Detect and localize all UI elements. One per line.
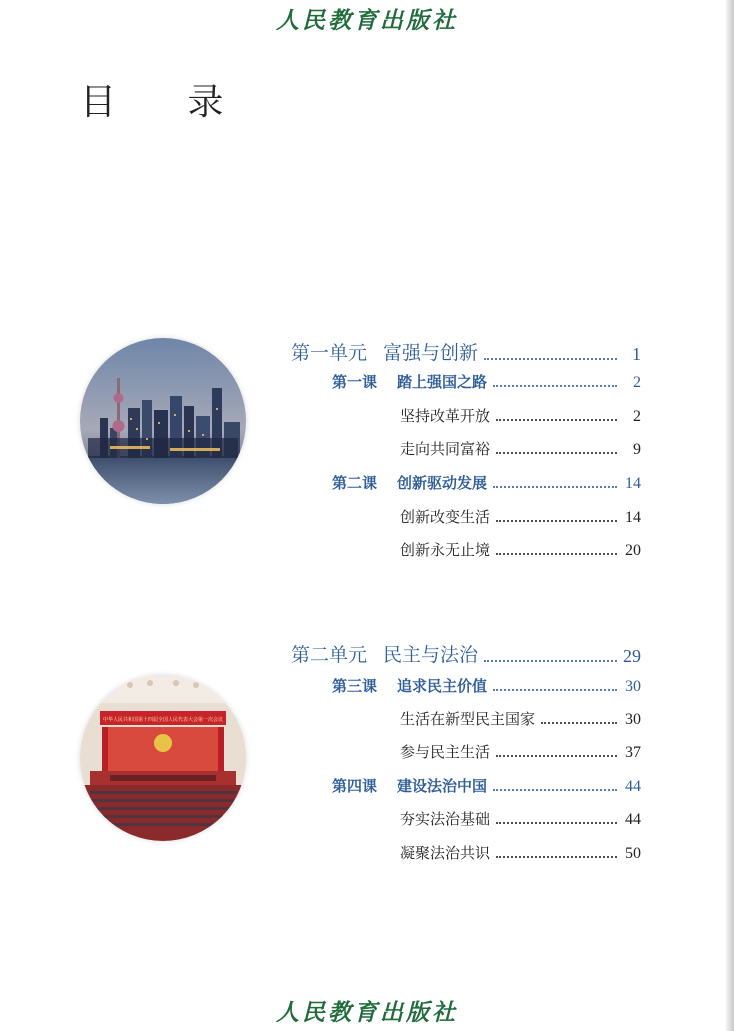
leader-dots (496, 822, 617, 824)
leader-dots (496, 856, 617, 858)
section-title: 生活在新型民主国家 (400, 710, 536, 728)
toc-section-row[interactable] (400, 405, 641, 426)
leader-dots (484, 358, 617, 360)
toc-section-row[interactable] (400, 708, 641, 729)
leader-dots (496, 452, 617, 454)
leader-dots (496, 553, 617, 555)
page-number: 37 (625, 744, 641, 761)
toc-lesson-row[interactable] (332, 775, 641, 796)
toc-unit-row[interactable] (291, 338, 641, 365)
leader-dots (496, 755, 617, 757)
publisher-footer: 人民教育出版社 (276, 999, 458, 1026)
page-number: 14 (625, 475, 641, 492)
leader-dots (541, 722, 617, 724)
page-number: 30 (625, 711, 641, 728)
page-number: 1 (632, 344, 641, 364)
lesson-number: 第二课 (332, 474, 378, 492)
lesson-title: 创新驱动发展 (397, 474, 488, 492)
great-hall-session-photo (80, 675, 246, 841)
section-title: 走向共同富裕 (400, 440, 491, 458)
city-skyline-photo (80, 338, 246, 504)
leader-dots (493, 689, 617, 691)
unit-title: 富强与创新 (383, 342, 479, 364)
leader-dots (493, 385, 617, 387)
section-title: 创新改变生活 (400, 508, 491, 526)
toc-lesson-row[interactable] (332, 371, 641, 392)
page-number: 30 (625, 678, 641, 695)
unit-number: 第二单元 (291, 644, 368, 666)
leader-dots (496, 419, 617, 421)
section-title: 坚持改革开放 (400, 407, 491, 425)
toc-section-row[interactable] (400, 741, 641, 762)
page-edge-shadow (726, 0, 734, 1031)
toc-section-row[interactable] (400, 438, 641, 459)
leader-dots (493, 486, 617, 488)
toc-section-row[interactable] (400, 808, 641, 829)
page-number: 50 (625, 845, 641, 862)
lesson-number: 第一课 (332, 373, 378, 391)
page-number: 2 (633, 408, 641, 425)
unit-number: 第一单元 (291, 342, 368, 364)
page-title: 目 录 (80, 82, 254, 123)
section-title: 参与民主生活 (400, 743, 491, 761)
section-title: 夯实法治基础 (400, 810, 491, 828)
banner-text: 中华人民共和国第十四届全国人民代表大会第一次会议 (102, 717, 224, 723)
toc-section-row[interactable] (400, 842, 641, 863)
lesson-title: 建设法治中国 (397, 777, 488, 795)
leader-dots (484, 660, 617, 662)
publisher-header: 人民教育出版社 (276, 7, 458, 34)
leader-dots (496, 520, 617, 522)
page-number: 14 (625, 509, 641, 526)
toc-section-row[interactable] (400, 506, 641, 527)
leader-dots (493, 789, 617, 791)
toc-lesson-row[interactable] (332, 675, 641, 696)
page-number: 20 (625, 542, 641, 559)
page-number: 29 (623, 646, 641, 666)
page-number: 44 (625, 778, 641, 795)
lesson-title: 踏上强国之路 (397, 373, 488, 391)
toc-unit-row[interactable] (291, 640, 641, 667)
toc-section-row[interactable] (400, 539, 641, 560)
page-number: 2 (633, 374, 641, 391)
lesson-number: 第四课 (332, 777, 378, 795)
lesson-number: 第三课 (332, 677, 378, 695)
section-title: 创新永无止境 (400, 541, 491, 559)
section-title: 凝聚法治共识 (400, 844, 491, 862)
toc-lesson-row[interactable] (332, 472, 641, 493)
unit-title: 民主与法治 (383, 644, 479, 666)
page-number: 44 (625, 811, 641, 828)
page-number: 9 (633, 441, 641, 458)
lesson-title: 追求民主价值 (397, 677, 488, 695)
